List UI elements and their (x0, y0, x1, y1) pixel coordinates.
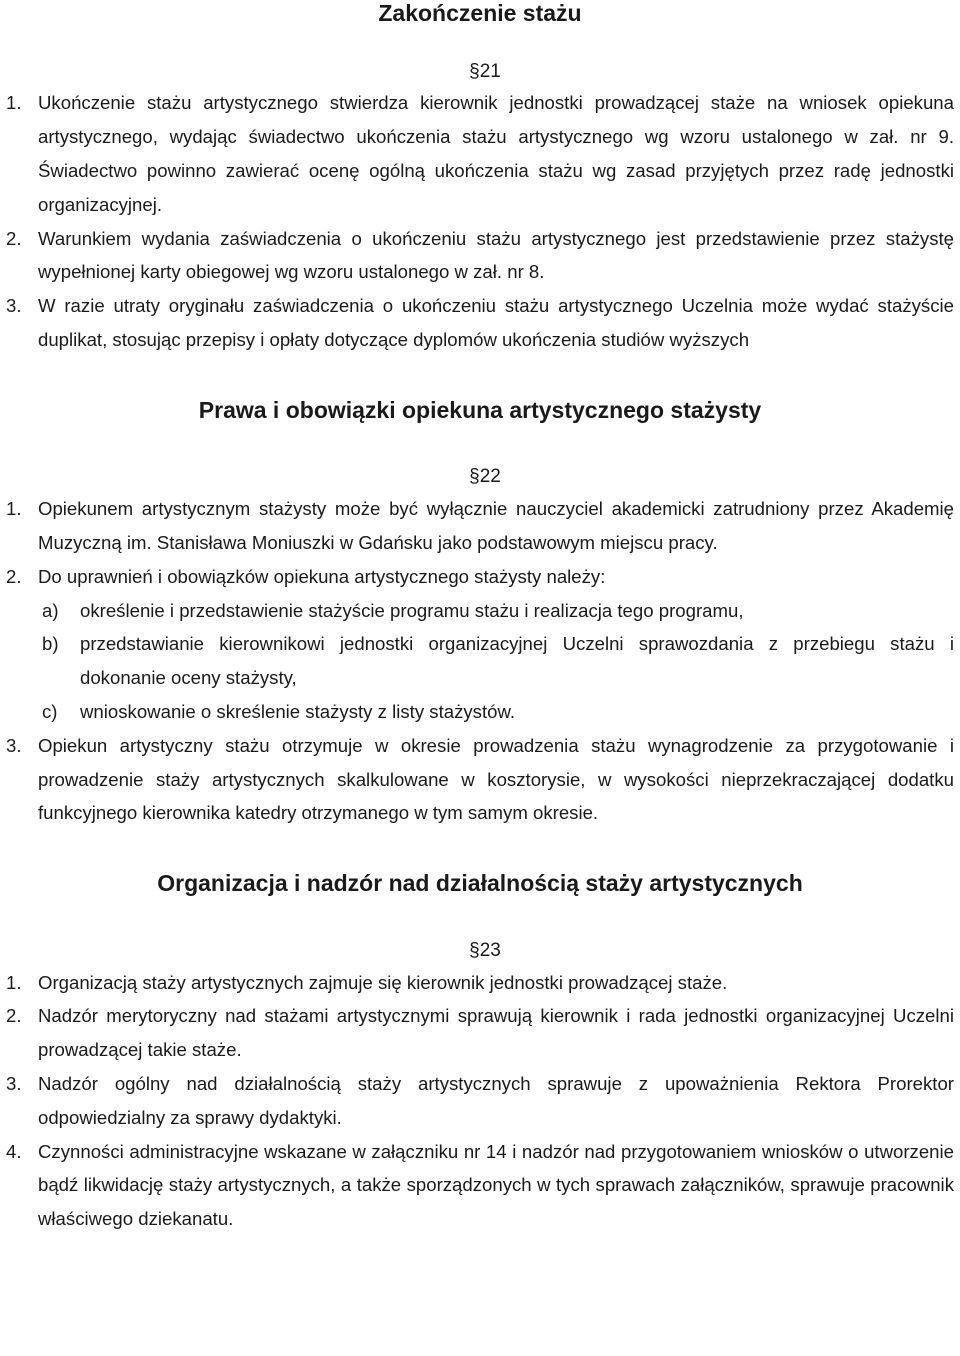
list-item (6, 1067, 954, 1135)
section-items (6, 492, 954, 830)
item-text: wnioskowanie o skreślenie stażysty z listy stażystów. (80, 700, 516, 722)
paragraph-number: §23 (469, 939, 501, 961)
list-item (6, 999, 954, 1067)
item-number: 3. (6, 734, 22, 756)
item-letter: a) (42, 599, 59, 621)
item-text: Czynności administracyjne wskazane w załączniku nr 14 i nadzór nad przygotowaniem wniosków o utworzenie bądź likwidację staży artystycznych, a także sporządzonych w tych sprawach załączników, sprawuje pracownik właściwego dziekanatu. (38, 1140, 954, 1230)
sub-list-item (6, 594, 954, 628)
item-number: 2. (6, 227, 22, 249)
section-title: Organizacja i nadzór nad działalnością staży artystycznych (157, 870, 803, 897)
list-item (6, 560, 954, 594)
item-text: Nadzór ogólny nad działalnością staży artystycznych sprawuje z upoważnienia Rektora Prorektor odpowiedzialny za sprawy dydaktyki. (38, 1072, 954, 1128)
item-text: Opiekun artystyczny stażu otrzymuje w okresie prowadzenia stażu wynagrodzenie za przygotowanie i prowadzenie staży artystycznych skalkulowane w kosztorysie, w wysokości nieprzekraczającej dodatku funkcyjnego kierownika katedry otrzymanego w tym samym okresie. (38, 734, 954, 824)
item-number: 2. (6, 1005, 22, 1027)
section-organizacja-i-nadzor (6, 870, 954, 1236)
item-number: 3. (6, 295, 22, 317)
item-text: Warunkiem wydania zaświadczenia o ukończeniu stażu artystycznego jest przedstawienie przez stażystę wypełnionej karty obiegowej wg wzoru ustalonego w zał. nr 8. (38, 227, 954, 283)
item-text: Organizacją staży artystycznych zajmuje się kierownik jednostki prowadzącej staże. (38, 971, 728, 993)
list-item (6, 86, 954, 221)
paragraph-number: §22 (469, 466, 501, 488)
section-zakonczenie-stazu (6, 0, 954, 357)
item-number: 1. (6, 92, 22, 114)
item-number: 2. (6, 565, 22, 587)
item-text: Nadzór merytoryczny nad stażami artystycznymi sprawują kierownik i rada jednostki organizacyjnej Uczelni prowadzącej takie staże. (38, 1005, 954, 1061)
item-letter: c) (42, 700, 58, 722)
item-letter: b) (42, 633, 59, 655)
list-item (6, 492, 954, 560)
section-items (6, 966, 954, 1236)
section-title: Prawa i obowiązki opiekuna artystycznego stażysty (198, 396, 762, 423)
section-title: Zakończenie stażu (378, 0, 582, 26)
item-text: Opiekunem artystycznym stażysty może być wyłącznie nauczyciel akademicki zatrudniony przez Akademię Muzyczną im. Stanisława Moniuszki w Gdańsku jako podstawowym miejscu pracy. (38, 498, 954, 553)
list-item (6, 289, 954, 357)
item-text: W razie utraty oryginału zaświadczenia o ukończeniu stażu artystycznego Uczelnia może wydać stażyście duplikat, stosując przepisy i opłaty dotyczące dyplomów ukończenia studiów wyższych (38, 295, 954, 350)
section-prawa-i-obowiazki (6, 397, 954, 830)
item-number: 1. (6, 498, 22, 520)
list-item (6, 729, 954, 830)
list-item (6, 966, 954, 1000)
item-text: Do uprawnień i obowiązków opiekuna artystycznego stażysty należy: (38, 565, 606, 587)
item-text: przedstawianie kierownikowi jednostki organizacyjnej Uczelni sprawozdania z przebiegu stażu i dokonanie oceny stażysty, (80, 633, 954, 689)
item-number: 1. (6, 971, 22, 993)
sub-list-item (6, 695, 954, 729)
item-text: Ukończenie stażu artystycznego stwierdza kierownik jednostki prowadzącej staże na wniosek opiekuna artystycznego, wydając świadectwo ukończenia stażu artystycznego wg wzoru ustalonego w zał. nr 9. Świadectwo powinno zawierać ocenę ogólną ukończenia stażu wg zasad przyjętych przez radę jednostki organizacyjnej. (38, 92, 954, 215)
list-item (6, 222, 954, 290)
item-text: określenie i przedstawienie stażyście programu stażu i realizacja tego programu, (80, 599, 744, 621)
paragraph-number: §21 (469, 60, 501, 82)
section-items (6, 86, 954, 356)
sub-list-item (6, 627, 954, 695)
item-number: 4. (6, 1140, 22, 1162)
list-item (6, 1135, 954, 1236)
item-number: 3. (6, 1072, 22, 1094)
